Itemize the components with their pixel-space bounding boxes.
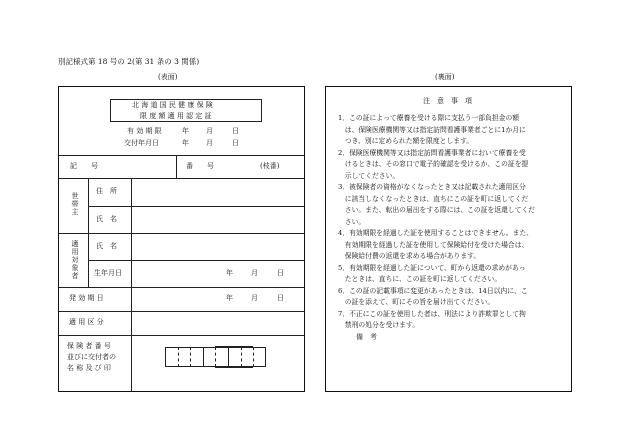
notes-heading: 注 意 事 項: [423, 97, 472, 105]
note-line: 禁刑の処分を受けます。: [338, 321, 420, 329]
validity-day: 日: [232, 127, 239, 135]
taishosha-label: 適用対象者: [71, 240, 79, 280]
digit-divider: [190, 347, 191, 367]
digit-divider: [178, 347, 179, 367]
note-line: 7．不正にこの証を使用した者は、刑法により詐欺罪として拘: [338, 309, 526, 318]
issue-year: 年: [182, 139, 189, 147]
edaban-label: (枝番): [260, 162, 280, 170]
row-divider: [59, 287, 304, 288]
validity-month: 月: [206, 127, 213, 135]
issue-date-label: 交付年月日: [124, 139, 159, 147]
note-line: さい。また、転出の届出をする際には、この証を返還してくだ: [338, 206, 536, 214]
digit-divider: [253, 347, 254, 367]
front-side-label: (表面): [158, 73, 178, 81]
birth-day: 日: [277, 269, 284, 277]
note-line: 示してください。: [338, 171, 400, 180]
note-line: 3．被保険者の資格がなくなったとき又は記載された適用区分: [338, 183, 526, 191]
digit-divider: [228, 347, 229, 367]
kigo-bango-divider: [176, 155, 177, 178]
form-number-label: 別記様式第 18 号の 2(第 31 条の 3 関係): [58, 57, 200, 66]
highlight-edge: [215, 366, 253, 368]
birth-month: 月: [251, 269, 258, 277]
digit-divider: [241, 347, 242, 367]
certificate-title-line2: 限 度 額 適 用 認 定 証: [140, 112, 212, 120]
notes-list: [338, 113, 568, 332]
note-line: けるときは、その窓口で電子的確認を受けるか、この証を提: [338, 160, 529, 168]
effective-month: 月: [251, 294, 258, 302]
row-divider: [59, 155, 304, 156]
note-line: 4．有効期限を経過した証を使用することはできません。また、: [338, 229, 534, 237]
note-line: たときは、直ちに、この証を町に返してください。: [338, 275, 502, 283]
digit-divider: [203, 347, 204, 367]
note-line: に該当しなくなったときは、直ちにこの証を町に返してくだ: [338, 194, 529, 203]
vertical-label-divider: [88, 178, 89, 287]
note-line: 有効期限を経過した証を使用して保険給付を受けた場合は、: [338, 240, 529, 249]
effective-day: 日: [277, 294, 284, 302]
setainushi-name-label: 氏 名: [96, 215, 117, 223]
issue-month: 月: [206, 139, 213, 147]
note-line: 2．保険医療機関等又は指定訪問看護事業者において療養を受: [338, 148, 526, 157]
note-line: さい。: [338, 217, 366, 226]
effective-year: 年: [226, 294, 233, 302]
row-divider: [59, 311, 304, 312]
effective-date-label: 発 効 期 日: [69, 294, 104, 302]
note-line: の証を添えて、町にその旨を届け出てください。: [338, 298, 495, 306]
row-divider: [88, 260, 304, 261]
bango-label: 番 号: [186, 162, 214, 170]
application-category-label: 適 用 区 分: [69, 318, 104, 326]
insurer-label-line2: 並びに交付者の: [67, 353, 116, 361]
highlight-edge: [215, 346, 253, 348]
note-line: 5．有効期限を経過した証について、町から返還の求めがあっ: [338, 263, 526, 272]
digit-divider: [215, 347, 216, 367]
certificate-title-line1: 北 海 道 国 民 健 康 保 険: [132, 101, 213, 109]
birth-year: 年: [226, 269, 233, 277]
row-divider: [59, 335, 304, 336]
note-line: つき、別に定められた額を限度とします。: [338, 137, 474, 145]
note-line: 6．この証の記載事項に変更があったときは、14日以内に、こ: [338, 286, 528, 295]
insurer-label-line3: 名 称 及 び 印: [67, 364, 111, 372]
note-line: は、保険医療機関等又は指定訪問看護事業者ごとに1か月に: [338, 125, 526, 134]
row-divider: [59, 178, 304, 179]
note-line: 1．この証によって療養を受ける際に支払う一部負担金の額: [338, 114, 520, 122]
insurer-label-line1: 保 険 者 番 号: [67, 342, 111, 350]
setainushi-label: 世帯主: [71, 192, 79, 216]
field-label-divider: [131, 287, 132, 335]
taishosha-name-label: 氏 名: [96, 242, 117, 250]
back-side-label: (裏面): [435, 73, 455, 81]
validity-year: 年: [182, 127, 189, 135]
kigo-label: 記 号: [70, 162, 98, 170]
row-divider: [59, 233, 304, 234]
issue-day: 日: [232, 139, 239, 147]
row-divider: [88, 206, 304, 207]
field-label-divider: [131, 178, 132, 287]
validity-label: 有 効 期 限: [127, 127, 162, 135]
birthdate-label: 生年月日: [94, 269, 122, 277]
note-line: 保険給付費の返還を求める場合があります。: [338, 252, 481, 260]
field-label-divider: [131, 335, 132, 391]
remarks-label: 備 考: [356, 333, 377, 341]
jusho-label: 住 所: [96, 187, 117, 195]
